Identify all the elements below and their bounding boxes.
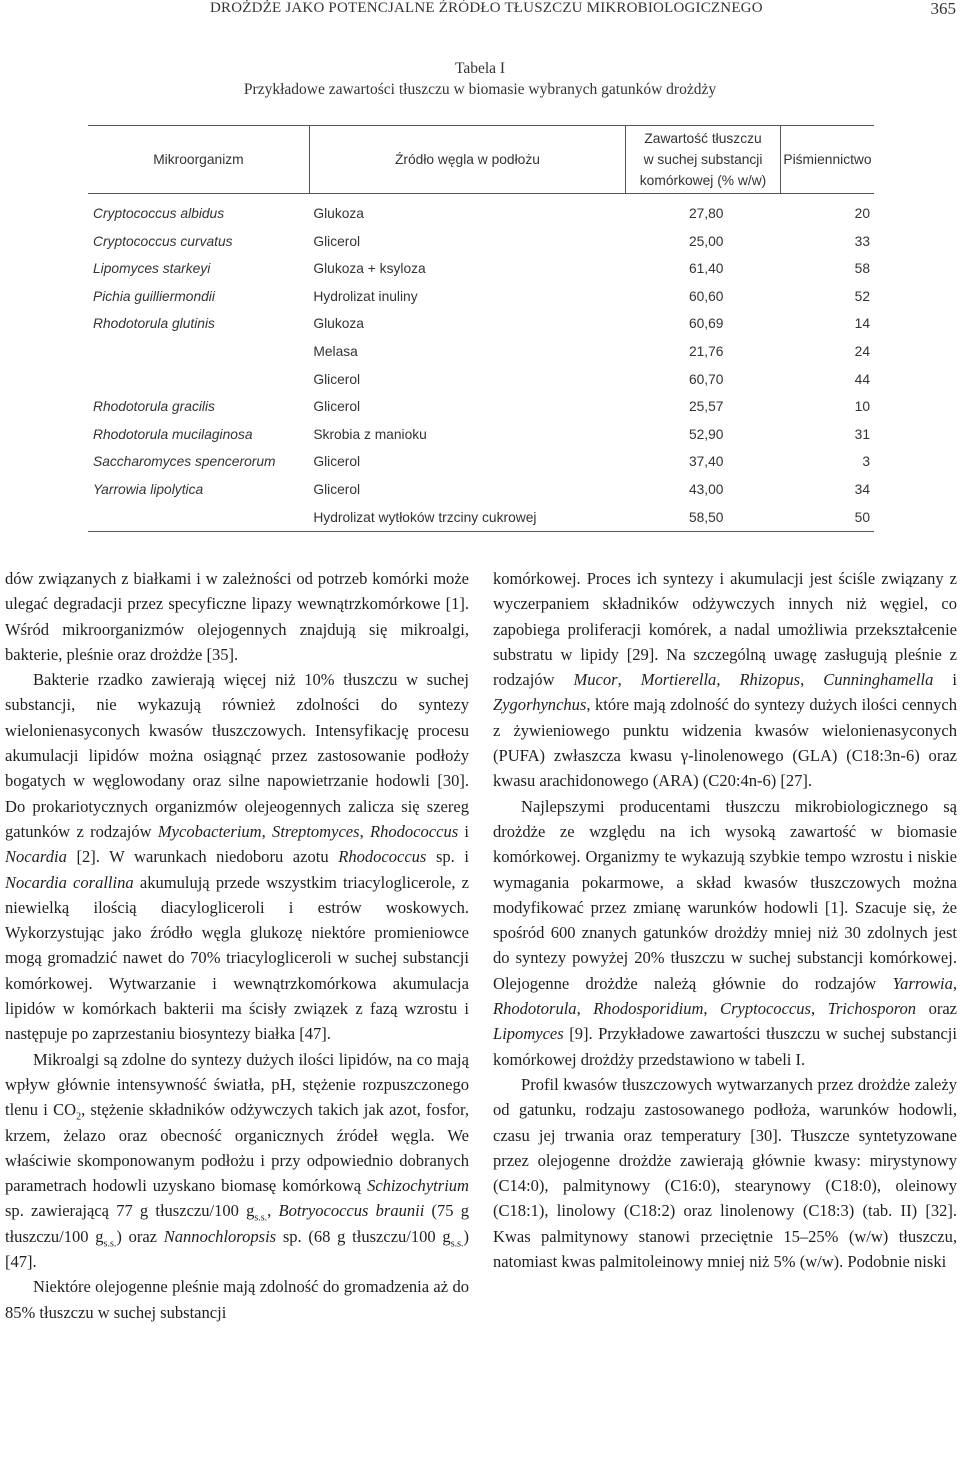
cell-ref: 44 (854, 371, 870, 387)
genus-name: Yarrowia (892, 973, 953, 993)
genus-name: Lipomyces (493, 1024, 564, 1044)
cell-fat: 58,50 (626, 504, 781, 532)
genus-name: Nannochloropsis (163, 1226, 277, 1246)
table-row (88, 393, 874, 421)
cell-ref: 31 (854, 426, 870, 442)
genus-name: Mortierella (640, 670, 717, 690)
cell-ref: 50 (780, 504, 874, 532)
cell-source: Glicerol (313, 399, 361, 415)
text-span: , (576, 999, 594, 1019)
cell-source: Glicerol (313, 454, 361, 470)
text-span: (75 g tłuszczu/100 g (5, 1201, 469, 1246)
cell-organism: Rhodotorula glutinis (93, 316, 215, 332)
paragraph (5, 667, 469, 1046)
text-span: [9]. Przykładowe zawartości tłuszczu w suchej substancji komórkowej drożdży przedstawiono w tabeli I. (493, 1024, 957, 1069)
column-header-references: Piśmiennictwo (780, 126, 874, 194)
genus-name: Rhodococcus (338, 847, 427, 867)
genus-name: Cryptococcus (720, 999, 811, 1019)
cell-organism: Lipomyces starkeyi (93, 261, 211, 277)
genus-name: Schizochytrium (367, 1176, 469, 1196)
cell-organism (88, 338, 309, 366)
cell-fat: 43,00 (688, 481, 724, 497)
genus-name: Zygorhynchus (493, 695, 587, 715)
column-header-microorganism: Mikroorganizm (88, 126, 309, 194)
text-span: Bakterie rzadko zawierają więcej niż 10% tłuszczu w suchej substancji, nie wykazują również zdolności do syntezy wielonienasyconych kwasów tłuszczowych. Intensyfikację procesu akumulacji lipidów można osiągnąć przez zastosowanie podłoży bogatych w węglowodany oraz silne napowietrzanie hodowli [30]. Do prokariotycznych organizmów olejeogennych zalicza się szereg gatunków z rodzajów (5, 670, 469, 841)
text-span: , (703, 999, 721, 1019)
table-row (88, 504, 874, 532)
cell-organism: Yarrowia lipolytica (93, 481, 204, 497)
table-label: Tabela I (454, 60, 506, 77)
cell-source: Skrobia z manioku (313, 426, 427, 442)
cell-ref: 24 (854, 343, 870, 359)
table-row (88, 338, 874, 366)
cell-source: Glicerol (313, 371, 361, 387)
genus-name: Cunninghamella (823, 670, 934, 690)
cell-organism: Pichia guilliermondii (93, 288, 215, 304)
cell-ref: 52 (854, 288, 870, 304)
cell-source: Glukoza + ksyloza (313, 261, 426, 277)
paragraph (493, 566, 957, 794)
text-span: , które mają zdolność do syntezy dużych ilości cennych z żywieniowego punktu widzenia kwasów wielonienasyconych (PUFA) zwłaszcza kwasu γ-linolenowego (GLA) (C18:3n-6) oraz kwasu arachidonowego (ARA) (C20:4n-6) [27]. (493, 695, 957, 791)
cell-fat: 52,90 (688, 426, 724, 442)
paragraph: Profil kwasów tłuszczowych wytwarzanych przez drożdże zależy od gatunku, rodzaju zastosowanego podłoża, warunków hodowli, czasu jej trwania oraz temperatury [30]. Tłuszcze syntetyzowane przez olejogenne drożdże zawierają głównie kwasy: mirystynowy (C14:0), palmitynowy (C16:0), stearynowy (C18:0), oleinowy (C18:1), linolowy (C18:2) oraz linolenowy (C18:3) (tab. II) [32]. Kwas palmitynowy stanowi przeciętnie 15–25% (w/w) tłuszczu, natomiast kwas palmitoleinowy mniej niż 5% (w/w). Podobnie niski (493, 1074, 957, 1272)
yeast-fat-table (88, 125, 874, 532)
text-span: ) oraz (116, 1226, 164, 1246)
text-span: i (933, 670, 957, 690)
table-caption (0, 58, 960, 100)
genus-name: Mycobacterium (157, 821, 262, 841)
cell-ref: 58 (854, 261, 870, 277)
text-span: , (810, 999, 828, 1019)
table-row (88, 283, 874, 311)
cell-source: Hydrolizat wytłoków trzciny cukrowej (309, 504, 625, 532)
cell-source: Glukoza (313, 206, 364, 221)
text-span: , (800, 670, 824, 690)
genus-name: Rhodosporidium (593, 999, 704, 1019)
cell-source: Glukoza (313, 316, 364, 332)
text-span: sp. zawierającą 77 g tłuszczu/100 g (5, 1201, 255, 1221)
text-span: [2]. W warunkach niedoboru azotu (66, 847, 339, 867)
paragraph (5, 1047, 469, 1275)
text-span: , (261, 821, 273, 841)
cell-fat: 60,70 (688, 371, 724, 387)
table-row (88, 421, 874, 449)
cell-source: Glicerol (313, 481, 361, 497)
cell-fat: 60,69 (688, 316, 724, 332)
genus-name: Trichosporon (827, 999, 917, 1019)
running-header (0, 0, 960, 22)
subscript: 2 (76, 1111, 82, 1123)
table-row (88, 366, 874, 394)
table-row (88, 194, 874, 228)
paragraph: dów związanych z białkami i w zależności od potrzeb komórki może ulegać degradacji przez specyficzne lipazy wewnątrzkomórkowe [1]. Wśród mikroorganizmów olejogennych znajdują się mikroalgi, bakterie, pleśnie oraz drożdże [35]. (5, 569, 469, 664)
fat-header-line-3: komórkowej (% w/w) (639, 173, 767, 188)
cell-ref: 14 (854, 316, 870, 332)
table-title: Przykładowe zawartości tłuszczu w biomasie wybranych gatunków drożdży (243, 81, 717, 98)
cell-source: Glicerol (313, 233, 361, 249)
text-span: Najlepszymi producentami tłuszczu mikrobiologicznego są drożdże ze względu na ich wysoką zawartość w biomasie komórkowej. Organizmy te wykazują szybkie tempo wzrostu i niskie wymagania pokarmowe, a skład kwasów tłuszczowych można modyfikować przez zmianę warunków hodowli [1]. Szacuje się, że spośród 600 znanych gatunków drożdży mniej niż 30 zdolnych jest do syntezy powyżej 20% tłuszczu w suchej substancji komórkowej. Olejogenne drożdże należą głównie do rodzajów (493, 796, 957, 993)
table-row (88, 476, 874, 504)
cell-ref: 34 (854, 481, 870, 497)
text-span: sp. (68 g tłuszczu/100 g (276, 1226, 451, 1246)
cell-organism: Saccharomyces spencerorum (93, 454, 276, 470)
subscript: s.s. (103, 1238, 117, 1250)
cell-organism (88, 504, 309, 532)
text-span: Mikroalgi są zdolne do syntezy dużych ilości lipidów, na co mają wpływ głównie intensywność światła, pH, stężenie rozpuszczonego tlenu i CO (5, 1049, 469, 1120)
cell-organism: Rhodotorula gracilis (93, 399, 215, 415)
cell-source: Melasa (313, 343, 358, 359)
text-span: , (267, 1201, 279, 1221)
cell-ref: 10 (854, 399, 870, 415)
genus-name: Streptomyces (272, 821, 360, 841)
cell-ref: 3 (862, 454, 870, 470)
text-span: ) [47]. (5, 1226, 470, 1272)
text-span: oraz (916, 999, 958, 1019)
table-row (88, 255, 874, 283)
cell-fat: 27,80 (688, 206, 724, 221)
text-span: akumulują przede wszystkim triacyloglicerole, z niewielką ilością diacylogliceroli i estrów woskowych. Wykorzystując jako źródło węgla glukozę niektóre promieniowce mogą gromadzić nawet do 70% triacylogliceroli w suchej substancji komórkowej. Wytwarzanie i wewnątrzkomórkowa akumulacja lipidów w komórkach bakterii ma ścisły związek z fazą wzrostu i następuje po zaprzestaniu biosyntezy białka [47]. (5, 872, 469, 1044)
text-span: komórkowej. Proces ich syntezy i akumulacji jest ściśle związany z wyczerpaniem składników odżywczych innych niż węgiel, co zapobiega proliferacji komórek, a nadal umożliwia przekształcenie substratu w lipidy [29]. Na szczególną uwagę zasługują pleśnie z rodzajów (493, 569, 957, 690)
text-span: sp. i (426, 847, 469, 867)
cell-ref: 20 (854, 206, 870, 221)
paragraph: Niektóre olejogenne pleśnie mają zdolność do gromadzenia aż do 85% tłuszczu w suchej substancji (5, 1277, 469, 1322)
text-span: , (617, 670, 641, 690)
table-row (88, 228, 874, 256)
page-number: 365 (930, 0, 956, 18)
genus-name: Rhodotorula (493, 999, 577, 1019)
cell-fat: 61,40 (688, 261, 724, 277)
table-body (88, 194, 874, 532)
cell-fat: 37,40 (688, 454, 724, 470)
genus-name: Rhodococcus (370, 821, 459, 841)
species-name: Nocardia corallina (5, 872, 134, 892)
cell-ref: 33 (854, 233, 870, 249)
text-span: , (359, 821, 370, 841)
text-span: , (952, 973, 957, 993)
genus-name: Rhizopus (739, 670, 801, 690)
cell-organism: Cryptococcus curvatus (93, 233, 233, 249)
column-header-fat-content (626, 126, 781, 194)
paragraph (493, 794, 957, 1072)
left-text-column (5, 566, 469, 1325)
table-header (88, 126, 874, 194)
text-span: , (716, 670, 740, 690)
cell-fat: 21,76 (688, 343, 724, 359)
running-title: DROŻDŻE JAKO POTENCJALNE ŹRÓDŁO TŁUSZCZU MIKROBIOLOGICZNEGO (210, 0, 763, 16)
cell-fat: 25,00 (688, 233, 724, 249)
genus-name: Nocardia (5, 847, 67, 867)
table-row (88, 310, 874, 338)
cell-organism: Rhodotorula mucilaginosa (93, 426, 253, 442)
table-row (88, 448, 874, 476)
fat-header-line-2: w suchej substancji (643, 152, 763, 167)
cell-organism: Cryptococcus albidus (93, 206, 225, 221)
cell-organism (88, 366, 309, 394)
cell-fat: 60,60 (688, 288, 724, 304)
subscript: s.s. (254, 1212, 268, 1224)
genus-name: Mucor (573, 670, 618, 690)
cell-fat: 25,57 (688, 399, 724, 415)
column-header-carbon-source: Źródło węgla w podłożu (309, 126, 625, 194)
species-name: Botryococcus braunii (278, 1201, 425, 1221)
cell-source: Hydrolizat inuliny (313, 288, 418, 304)
subscript: s.s. (450, 1238, 464, 1250)
text-span: i (458, 821, 470, 841)
fat-header-line-1: Zawartość tłuszczu (644, 131, 762, 146)
text-span: , stężenie składników odżywczych takich jak azot, fosfor, krzem, żelazo oraz obecność organicznych źródeł węgla. We właściwie skomponowanym podłożu i przy odpowiednio dobranych parametrach hodowli uzyskano biomasę komórkową (5, 1100, 469, 1196)
right-text-column (493, 566, 957, 1274)
